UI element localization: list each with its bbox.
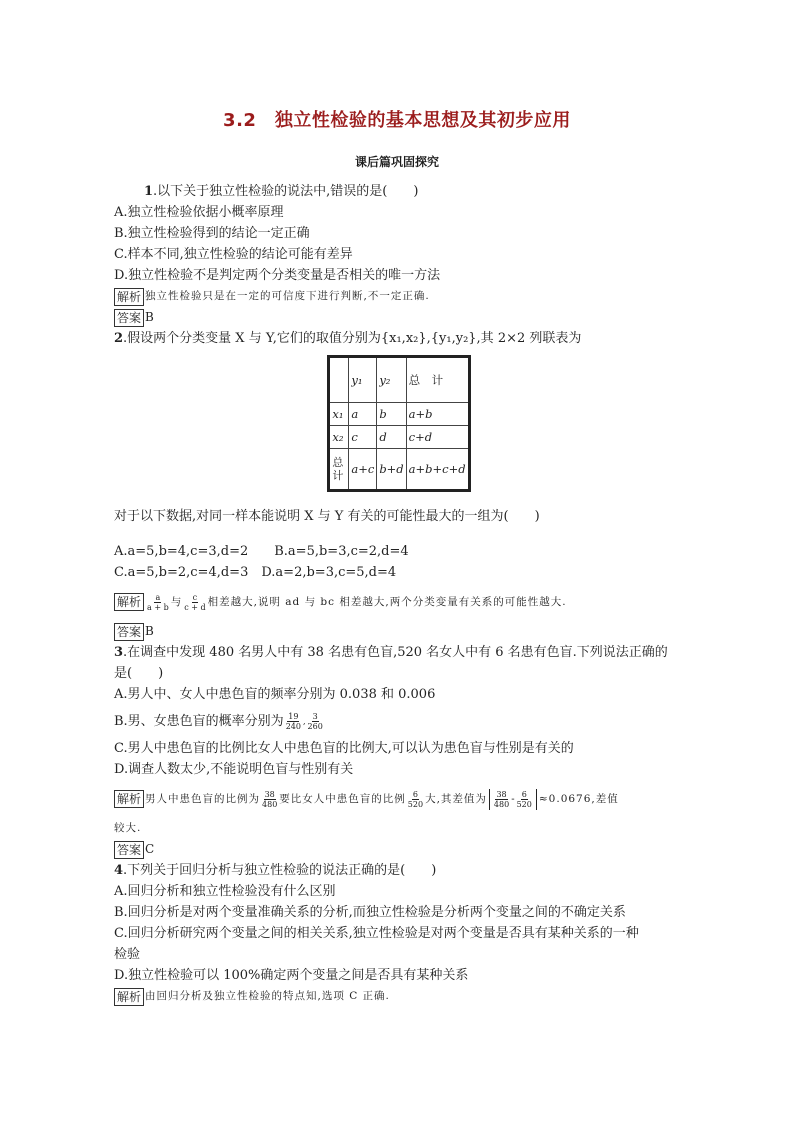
- answer-label: 答案: [114, 841, 144, 859]
- table-row: [329, 426, 469, 449]
- fraction-denominator: c + d: [184, 602, 206, 612]
- q1-option-a: A.独立性检验依据小概率原理: [114, 205, 284, 220]
- table-cell: 总计: [329, 449, 349, 491]
- q3-analysis-cont: 较大.: [114, 822, 142, 834]
- table-cell: x₂: [329, 426, 349, 449]
- fraction: [146, 593, 170, 612]
- analysis-text: 独立性检验只是在一定的可信度下进行判断,不一定正确.: [145, 290, 430, 302]
- q2-options-ab: A.a=5,b=4,c=3,d=2 B.a=5,b=3,c=2,d=4: [114, 544, 409, 559]
- fraction: [516, 790, 533, 809]
- q1-option-c: C.样本不同,独立性检验的结论可能有差异: [114, 247, 353, 262]
- fraction-numerator: 19: [288, 712, 299, 721]
- question-list: [114, 181, 684, 1007]
- q4-option-b: B.回归分析是对两个变量准确关系的分析,而独立性检验是分析两个变量之间的不确定关系: [114, 905, 626, 920]
- table-row: [329, 449, 469, 491]
- q3-option-a: A.男人中、女人中患色盲的频率分别为 0.038 和 0.006: [114, 687, 436, 702]
- table-cell: a: [349, 403, 377, 426]
- q2-analysis: [114, 589, 684, 615]
- question-number: 3: [114, 645, 124, 660]
- q4-option-a: A.回归分析和独立性检验没有什么区别: [114, 884, 336, 899]
- q3-answer: [114, 839, 684, 860]
- table-cell: c: [349, 426, 377, 449]
- table-cell: x₁: [329, 403, 349, 426]
- page-title: 3.2 独立性检验的基本思想及其初步应用: [223, 110, 571, 131]
- absolute-value: [489, 789, 537, 810]
- table-row: [329, 403, 469, 426]
- question-text: .在调查中发现 480 名男人中有 38 名患有色盲,520 名女人中有 6 名患有色盲.下列说法正确的: [123, 645, 668, 660]
- fraction-numerator: 6: [521, 789, 527, 799]
- question-3-stem-cont: 是( ): [114, 666, 164, 681]
- answer-value: B: [145, 624, 154, 638]
- fraction-denominator: 520: [407, 799, 424, 809]
- question-number: 2: [114, 331, 124, 346]
- answer-label: 答案: [114, 309, 144, 327]
- fraction: [493, 790, 510, 809]
- option-text: B.男、女患色盲的概率分别为: [114, 714, 284, 729]
- minus-sign: -: [511, 793, 515, 805]
- table-cell: c+d: [406, 426, 469, 449]
- table-header-row: [329, 357, 469, 403]
- table-cell: b+d: [377, 449, 406, 491]
- q1-answer: [114, 307, 684, 328]
- table-cell: b: [377, 403, 406, 426]
- q2-answer: [114, 621, 684, 642]
- fraction-numerator: 38: [264, 789, 275, 799]
- q3-option-d: D.调查人数太少,不能说明色盲与性别有关: [114, 762, 354, 777]
- contingency-table: [327, 355, 470, 492]
- fraction-numerator: c: [192, 592, 198, 602]
- fraction-numerator: a: [155, 592, 161, 602]
- table-cell: y₁: [349, 357, 377, 403]
- fraction-denominator: 240: [285, 722, 301, 731]
- analysis-text: 相差越大,说明 ad 与 bc 相差越大,两个分类变量有关系的可能性越大.: [207, 595, 567, 608]
- fraction: [183, 593, 206, 612]
- table-cell: a+b+c+d: [406, 449, 469, 491]
- answer-value: C: [145, 842, 155, 856]
- q2-options-cd: C.a=5,b=2,c=4,d=3 D.a=2,b=3,c=5,d=4: [114, 565, 397, 580]
- analysis-text: 与: [170, 595, 183, 608]
- fraction: [307, 712, 324, 731]
- table-cell: [329, 357, 349, 403]
- question-text: .下列关于回归分析与独立性检验的说法正确的是( ): [123, 863, 437, 878]
- question-text: .以下关于独立性检验的说法中,错误的是( ): [153, 184, 419, 199]
- analysis-text: 男人中患色盲的比例为: [145, 792, 261, 805]
- answer-value: B: [145, 310, 154, 324]
- fraction: [285, 712, 302, 731]
- fraction: [261, 790, 278, 809]
- analysis-text: 大,其差值为: [425, 792, 487, 805]
- q4-option-c-cont: 检验: [114, 947, 141, 962]
- section-subtitle: 课后篇巩固探究: [354, 155, 439, 169]
- analysis-label: 解析: [114, 593, 144, 611]
- q1-option-d: D.独立性检验不是判定两个分类变量是否相关的唯一方法: [114, 268, 441, 283]
- q3-option-b: B.男、女患色盲的概率分别为 $\frac{19}{240}$ , $\frac{3}{260}$: [114, 712, 323, 731]
- q3-option-c: C.男人中患色盲的比例比女人中患色盲的比例大,可以认为患色盲与性别是有关的: [114, 741, 574, 756]
- table-cell: d: [377, 426, 406, 449]
- contingency-table-wrap: [114, 355, 684, 492]
- fraction-denominator: 480: [493, 799, 510, 809]
- question-text: .假设两个分类变量 X 与 Y,它们的取值分别为{x₁,x₂},{y₁,y₂},其 2×2 列联表为: [123, 331, 582, 346]
- answer-label: 答案: [114, 623, 144, 641]
- fraction-denominator: a + b: [147, 602, 169, 612]
- fraction-denominator: 520: [516, 799, 532, 809]
- table-cell: a+b: [406, 403, 469, 426]
- fraction-denominator: 480: [262, 799, 278, 809]
- fraction-numerator: 38: [496, 789, 507, 799]
- table-cell: y₂: [377, 357, 406, 403]
- q4-option-c: C.回归分析研究两个变量之间的相关关系,独立性检验是对两个变量是否具有某种关系的一种: [114, 926, 639, 941]
- q1-analysis: [114, 286, 684, 307]
- table-cell: a+c: [349, 449, 377, 491]
- question-2-stem: [114, 328, 684, 349]
- question-number: 4: [114, 863, 124, 878]
- q3-analysis: [114, 786, 684, 812]
- q4-analysis: [114, 986, 684, 1007]
- analysis-text: ≈0.0676,差值: [538, 792, 619, 805]
- analysis-label: 解析: [114, 988, 144, 1006]
- analysis-text: 由回归分析及独立性检验的特点知,选项 C 正确.: [145, 990, 390, 1002]
- q4-option-d: D.独立性检验可以 100%确定两个变量之间是否具有某种关系: [114, 968, 469, 983]
- analysis-label: 解析: [114, 288, 144, 306]
- fraction-numerator: 3: [312, 712, 318, 721]
- fraction: [407, 790, 424, 809]
- q1-option-b: B.独立性检验得到的结论一定正确: [114, 226, 310, 241]
- analysis-label: 解析: [114, 790, 144, 808]
- analysis-text: 要比女人中患色盲的比例: [279, 792, 406, 805]
- fraction-denominator: 260: [307, 722, 323, 731]
- question-3-stem: [114, 642, 684, 663]
- question-4-stem: [114, 860, 684, 881]
- fraction-numerator: 6: [412, 789, 418, 799]
- question-number: 1: [144, 184, 154, 199]
- table-cell: 总 计: [406, 357, 469, 403]
- question-1-stem: [114, 181, 684, 202]
- question-2-prompt: 对于以下数据,对同一样本能说明 X 与 Y 有关的可能性最大的一组为( ): [114, 509, 540, 524]
